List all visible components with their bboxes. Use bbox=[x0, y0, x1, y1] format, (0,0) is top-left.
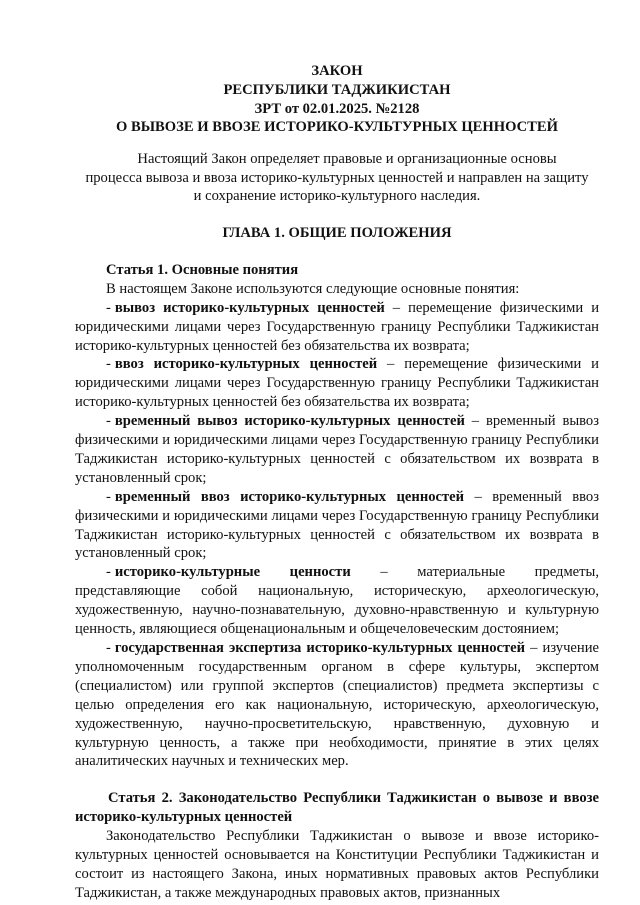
dash-marker: - bbox=[106, 356, 111, 373]
article-lead: В настоящем Законе используются следующие основные понятия: bbox=[106, 280, 520, 297]
dash-marker: - bbox=[106, 488, 111, 505]
preamble-line-2: процесса вывоза и ввоза историко-культурных ценностей и направлен на защиту bbox=[85, 169, 589, 186]
definition-text: – изучение уполномоченным государственным органом в сфере культуры, экспертом (специалистом) или группой экспертов (специалистов) предмета экспертизы с целью определения его как национальную, историческую, археологическую, художественную, научно-просветительскую, нравственную, духовную и культурную ценность, а также при необходимости, принятие в этих целях аналитических научных и технических мер. bbox=[75, 640, 600, 770]
definition-term: вывоз историко-культурных ценностей bbox=[114, 299, 385, 316]
article-body: Законодательство Республики Таджикистан о вывозе и ввозе историко-культурных ценностей основывается на Конституции Республики Таджикистан и состоит из настоящего Закона, иных нормативных правовых актов Республики Таджикистан, а также международных правовых актов, признанных bbox=[75, 828, 599, 901]
dash-marker: - bbox=[106, 299, 111, 316]
law-number-date: ЗРТ от 02.01.2025. №2128 bbox=[254, 100, 420, 117]
definition-term: государственная экспертиза историко-культурных ценностей bbox=[114, 640, 526, 656]
definition-item bbox=[75, 412, 599, 488]
article-heading: Статья 1. Основные понятия bbox=[106, 261, 299, 278]
definition-term: временный вывоз историко-культурных ценностей bbox=[114, 413, 465, 430]
definition-text: – временный вывоз физическими и юридическими лицами через Государственную границу Республики Таджикистан историко-культурных ценностей с обязательством их возврата в установленный срок; bbox=[75, 413, 599, 486]
article-1 bbox=[75, 261, 599, 771]
law-title: О ВЫВОЗЕ И ВВОЗЕ ИСТОРИКО-КУЛЬТУРНЫХ ЦЕННОСТЕЙ bbox=[115, 119, 559, 136]
definition-text: – временный ввоз физическими и юридическими лицами через Государственную границу Республики Таджикистан историко-культурных ценностей с обязательством их возврата в установленный срок; bbox=[75, 488, 599, 562]
law-header bbox=[75, 62, 599, 137]
article-2 bbox=[75, 789, 599, 902]
dash-marker: - bbox=[106, 640, 111, 656]
definition-item bbox=[75, 563, 599, 639]
definition-item bbox=[75, 355, 599, 412]
definition-text: – перемещение физическими и юридическими лицами через Государственную границу Республики Таджикистан историко-культурных ценностей без обязательства их возврата; bbox=[75, 299, 600, 354]
definition-item bbox=[75, 299, 599, 356]
law-country: РЕСПУБЛИКИ ТАДЖИКИСТАН bbox=[223, 81, 451, 98]
definition-item bbox=[75, 488, 599, 564]
dash-marker: - bbox=[106, 413, 111, 430]
preamble-line-1: Настоящий Закон определяет правовые и организационные основы bbox=[137, 151, 557, 168]
dash-marker: - bbox=[106, 564, 111, 581]
definition-term: историко-культурные ценности bbox=[114, 564, 351, 581]
preamble-line-3: и сохранение историко-культурного наследия. bbox=[193, 188, 481, 205]
preamble bbox=[75, 150, 599, 206]
definition-text: – перемещение физическими и юридическими лицами через Государственную границу Республики Таджикистан историко-культурных ценностей без обязательства их возврата; bbox=[75, 356, 599, 411]
definition-term: ввоз историко-культурных ценностей bbox=[114, 356, 378, 373]
definition-term: временный ввоз историко-культурных ценностей bbox=[114, 488, 465, 505]
document-page bbox=[75, 62, 599, 903]
chapter-heading: ГЛАВА 1. ОБЩИЕ ПОЛОЖЕНИЯ bbox=[222, 224, 452, 241]
definition-item bbox=[75, 639, 599, 771]
law-type: ЗАКОН bbox=[311, 63, 363, 79]
article-heading: Статья 2. Законодательство Республики Таджикистан о вывозе и ввозе историко-культурных ценностей bbox=[75, 790, 599, 826]
definition-text: – материальные предметы, представляющие собой национальную, историческую, археологическую, художественную, научно-познавательную, духовно-нравственную и культурную ценность, являющиеся общенациональным и общечеловеческим достоянием; bbox=[75, 564, 599, 638]
